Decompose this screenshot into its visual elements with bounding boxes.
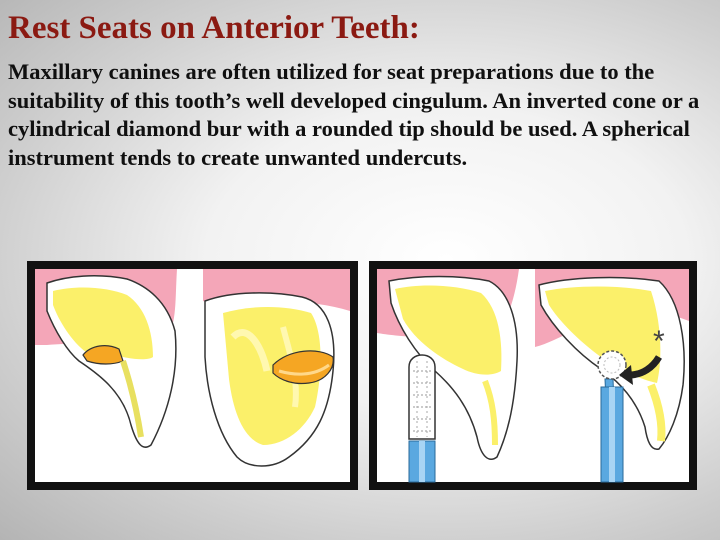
illustration-rest-seat-canine xyxy=(27,261,358,490)
illustration-bur-comparison xyxy=(369,261,697,490)
illustration-left-svg xyxy=(27,261,358,490)
cylindrical-bur xyxy=(409,355,435,482)
undercut-asterisk-marker: * xyxy=(653,325,665,358)
slide-body-text: Maxillary canines are often utilized for seat preparations due to the suitability of this tooth’s well developed cingulum. An inverted cone or a cylindrical diamond bur with a rounded tip should be used. A spherical instrument tends to create unwanted undercuts. xyxy=(8,59,700,170)
slide-title: Rest Seats on Anterior Teeth: xyxy=(8,10,420,46)
spherical-bur xyxy=(598,351,626,482)
illustration-right-svg xyxy=(369,261,697,490)
